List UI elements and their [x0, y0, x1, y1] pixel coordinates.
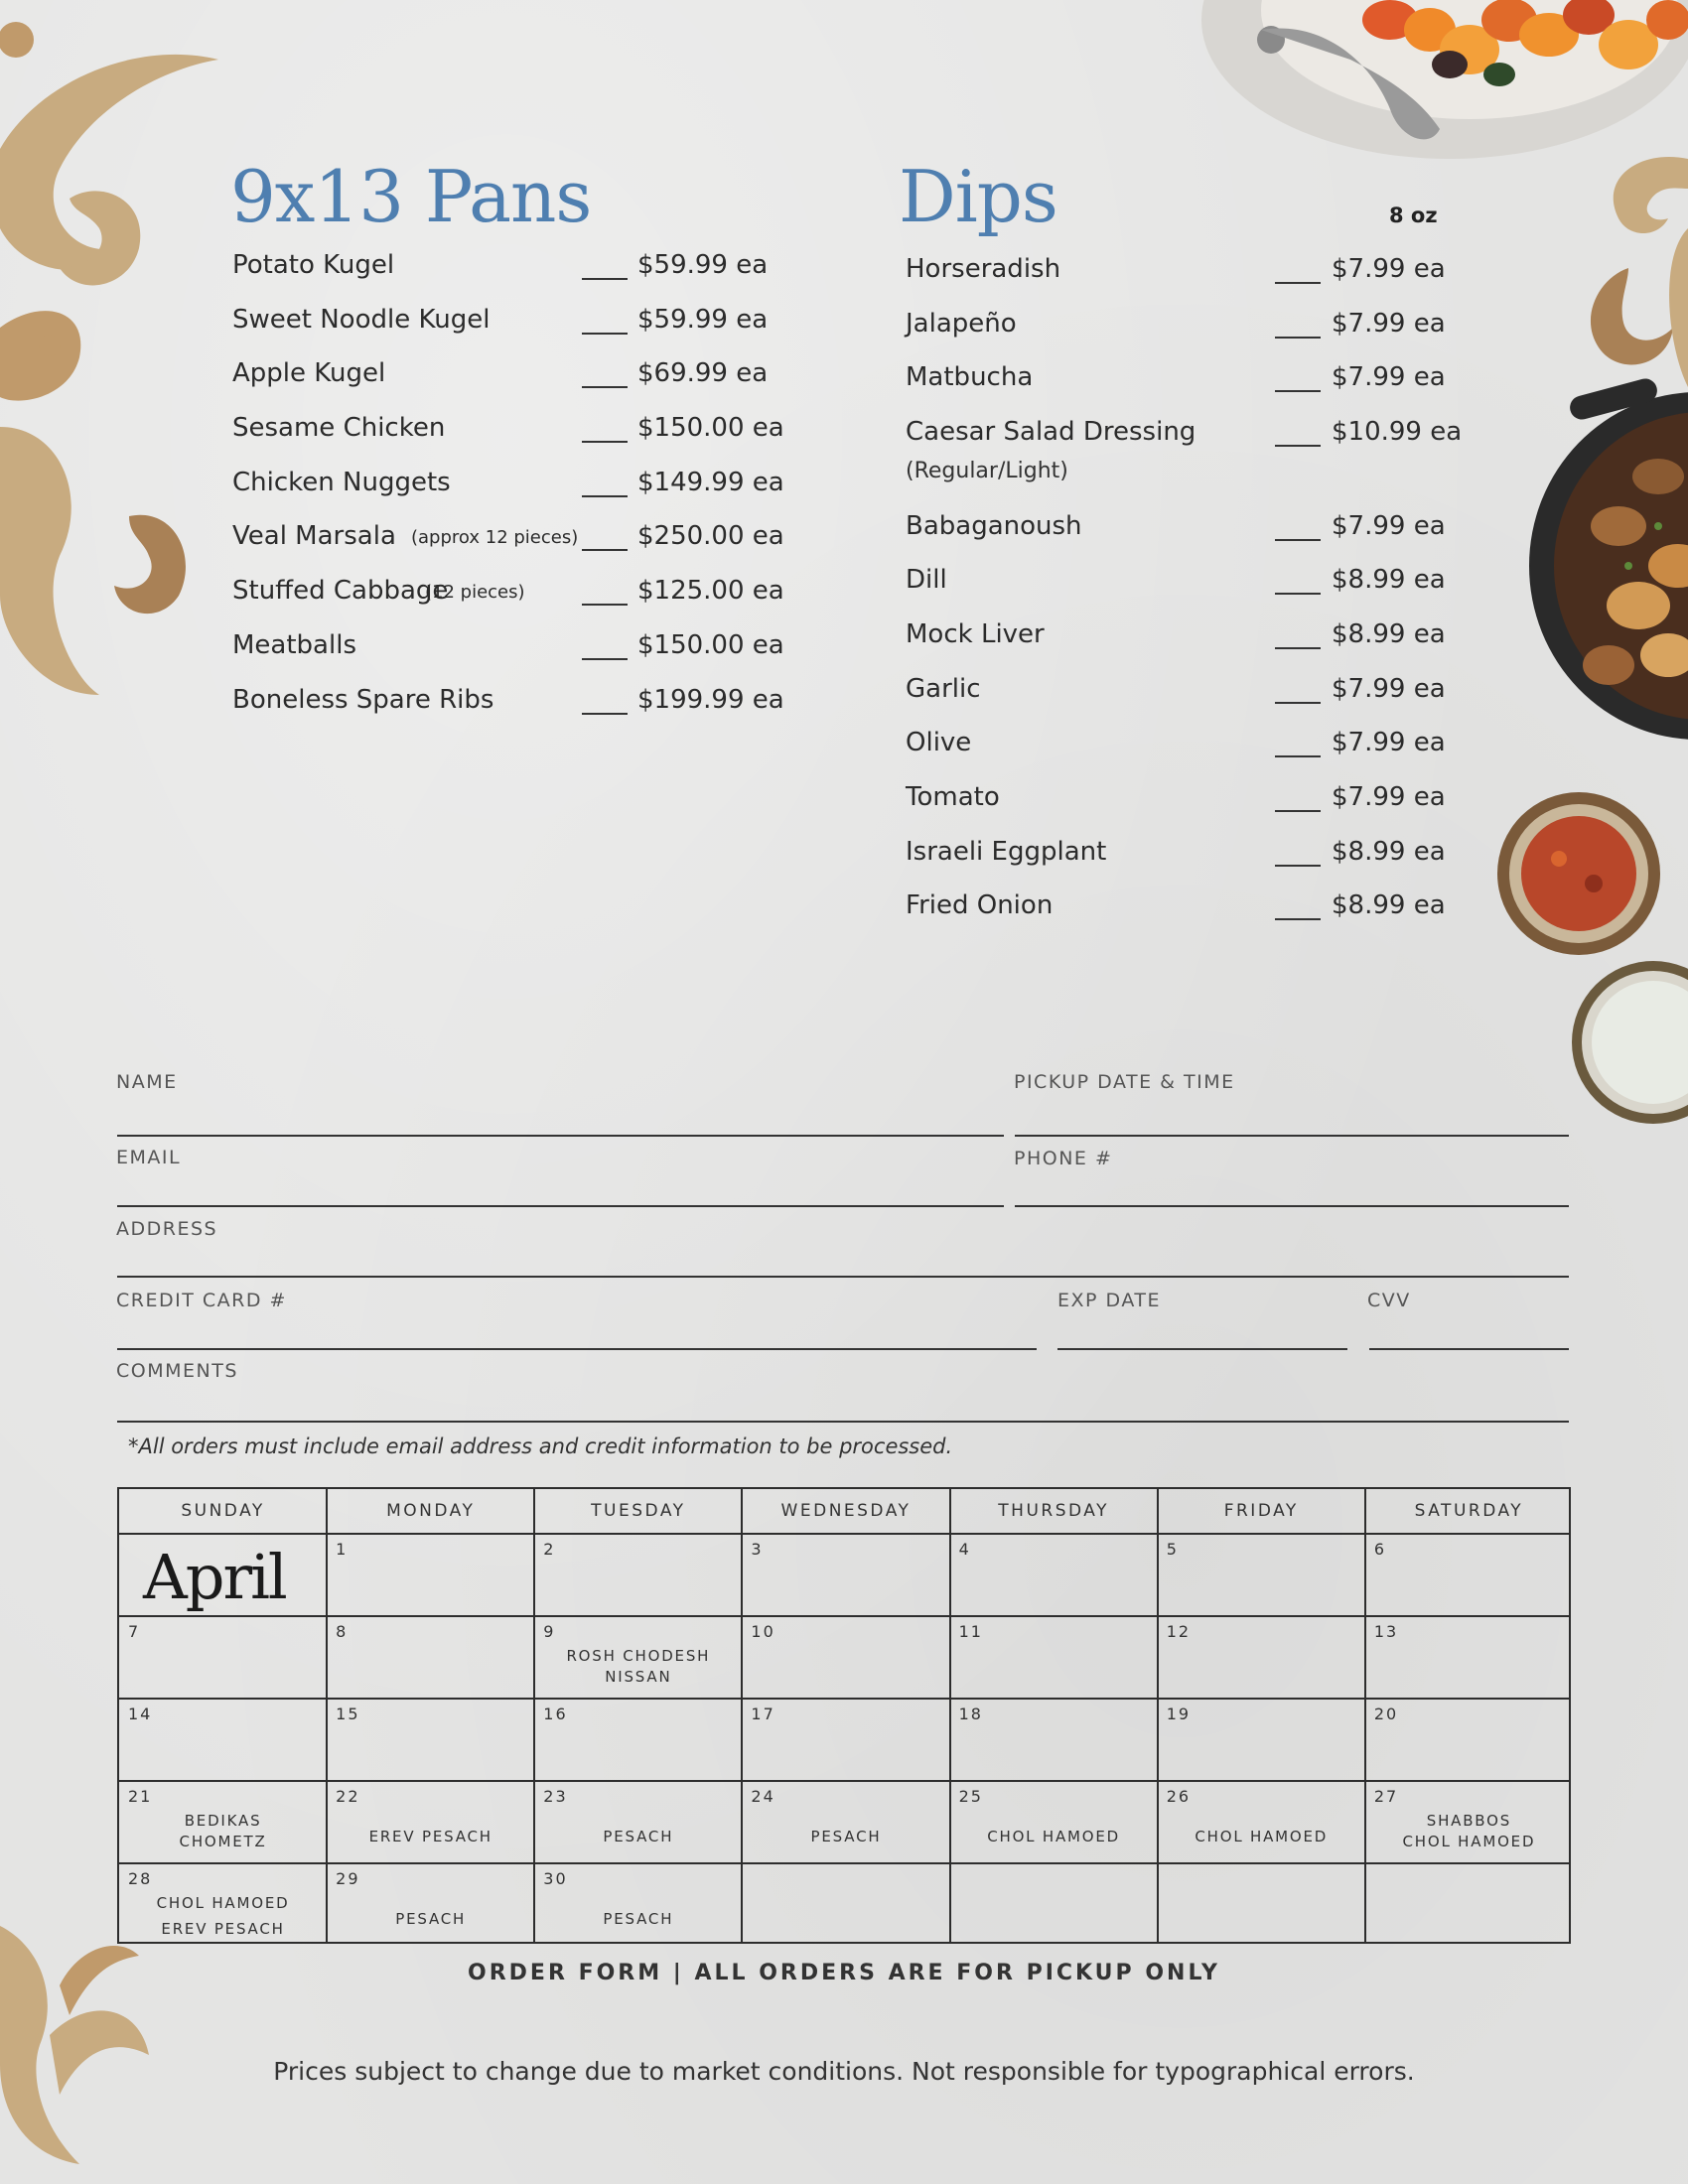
dip-item-name: Fried Onion: [906, 890, 1054, 920]
pan-item-price: $150.00 ea: [637, 630, 784, 660]
calendar-day-cell[interactable]: [327, 1699, 534, 1781]
pickup-calendar: [117, 1487, 1571, 1944]
calendar-day-cell[interactable]: [742, 1781, 949, 1863]
dip-item-price: $7.99 ea: [1332, 782, 1446, 812]
calendar-day-cell[interactable]: [327, 1616, 534, 1699]
order-disclaimer: *All orders must include email address and credit information to be processed.: [128, 1434, 953, 1458]
calendar-day-cell[interactable]: [742, 1534, 949, 1616]
pans-heading: 9x13 Pans: [230, 155, 592, 238]
calendar-event: ROSH CHODESH: [566, 1647, 711, 1665]
calendar-date-number: 25: [958, 1787, 983, 1806]
calendar-day-cell[interactable]: [1158, 1699, 1365, 1781]
calendar-event: PESACH: [603, 1910, 674, 1928]
calendar-event: NISSAN: [605, 1668, 672, 1686]
dips-size-label: 8 oz: [1389, 204, 1438, 227]
calendar-event: BEDIKAS: [184, 1812, 262, 1830]
name-field[interactable]: [117, 1135, 1004, 1137]
calendar-date-number: 5: [1166, 1540, 1179, 1559]
phone-label: PHONE #: [1014, 1148, 1113, 1169]
calendar-date-number: 6: [1373, 1540, 1387, 1559]
pan-item: [232, 630, 828, 670]
cvv-field[interactable]: [1369, 1348, 1569, 1350]
dip-item: [906, 837, 1462, 877]
dip-item: [906, 309, 1462, 348]
dip-item-name: Dill: [906, 565, 947, 595]
pan-item-price: $150.00 ea: [637, 413, 784, 443]
calendar-day-cell[interactable]: [327, 1863, 534, 1946]
dip-item-name: Mock Liver: [906, 619, 1045, 649]
email-field[interactable]: [117, 1205, 1004, 1207]
cvv-label: CVV: [1367, 1290, 1411, 1311]
calendar-date-number: 4: [958, 1540, 971, 1559]
calendar-event: CHOL HAMOED: [156, 1894, 290, 1912]
dip-item-name: Olive: [906, 728, 972, 757]
calendar-date-number: 7: [128, 1622, 141, 1641]
pickup-field[interactable]: [1015, 1135, 1569, 1137]
calendar-date-number: 23: [543, 1787, 568, 1806]
calendar-day-cell[interactable]: [1365, 1863, 1573, 1946]
calendar-date-number: 8: [336, 1622, 349, 1641]
calendar-event: EREV PESACH: [368, 1828, 492, 1845]
pan-item-name: Sesame Chicken: [232, 413, 446, 443]
calendar-day-cell[interactable]: [534, 1534, 742, 1616]
pan-item: [232, 305, 828, 344]
calendar-event: PESACH: [395, 1910, 467, 1928]
calendar-day-cell[interactable]: [327, 1534, 534, 1616]
calendar-event: CHOMETZ: [179, 1833, 267, 1850]
swirl-ornament-top-left: [0, 0, 238, 715]
dip-item-price: $8.99 ea: [1332, 837, 1446, 867]
pan-item-name: Boneless Spare Ribs: [232, 685, 494, 715]
calendar-day-header: TUESDAY: [591, 1501, 686, 1521]
comments-field[interactable]: [117, 1421, 1569, 1423]
pan-item-price: $149.99 ea: [637, 468, 784, 497]
pan-item: [232, 685, 828, 725]
dip-item-name: Caesar Salad Dressing: [906, 417, 1196, 447]
calendar-day-cell[interactable]: [1365, 1616, 1573, 1699]
pan-item-price: $250.00 ea: [637, 521, 784, 551]
dip-item: [906, 782, 1462, 822]
dip-item-price: $7.99 ea: [1332, 309, 1446, 339]
calendar-event: CHOL HAMOED: [987, 1828, 1121, 1845]
dip-item-price: $8.99 ea: [1332, 619, 1446, 649]
dip-item: [906, 674, 1462, 714]
dip-item-price: $8.99 ea: [1332, 890, 1446, 920]
calendar-day-cell[interactable]: [950, 1616, 1158, 1699]
calendar-date-number: 27: [1373, 1787, 1399, 1806]
comments-label: COMMENTS: [116, 1360, 238, 1382]
dip-quantity-field[interactable]: [1275, 810, 1321, 812]
pan-item-name: Meatballs: [232, 630, 356, 660]
prices-disclaimer: Prices subject to change due to market conditions. Not responsible for typographical errors.: [273, 2057, 1415, 2086]
calendar-date-number: 26: [1166, 1787, 1192, 1806]
pan-item-name: Chicken Nuggets: [232, 468, 451, 497]
roasted-vegetables-plate-image: [1092, 0, 1688, 169]
pan-quantity-field[interactable]: [582, 549, 628, 551]
dip-item-name: Matbucha: [906, 362, 1034, 392]
caesar-dressing-note: (Regular/Light): [906, 459, 1068, 483]
dip-bowl-image: [1569, 958, 1688, 1127]
calendar-day-cell[interactable]: [1365, 1534, 1573, 1616]
dip-item-price: $7.99 ea: [1332, 511, 1446, 541]
dip-quantity-field[interactable]: [1275, 390, 1321, 392]
calendar-date-number: 9: [543, 1622, 556, 1641]
pan-quantity-field[interactable]: [582, 333, 628, 335]
calendar-day-cell[interactable]: [742, 1616, 949, 1699]
pan-item-note: (12 pieces): [425, 582, 525, 603]
calendar-month: April: [143, 1541, 286, 1613]
pan-item-price: $199.99 ea: [637, 685, 784, 715]
pan-item: [232, 358, 828, 398]
dip-quantity-field[interactable]: [1275, 755, 1321, 757]
phone-field[interactable]: [1015, 1205, 1569, 1207]
calendar-date-number: 29: [336, 1869, 360, 1888]
calendar-day-cell[interactable]: [1158, 1616, 1365, 1699]
credit-card-label: CREDIT CARD #: [116, 1290, 287, 1311]
dip-item-price: $7.99 ea: [1332, 728, 1446, 757]
pan-quantity-field[interactable]: [582, 604, 628, 606]
dip-item-name: Israeli Eggplant: [906, 837, 1107, 867]
calendar-date-number: 16: [543, 1705, 568, 1723]
calendar-date-number: 20: [1373, 1705, 1399, 1723]
dip-quantity-field[interactable]: [1275, 702, 1321, 704]
calendar-date-number: 19: [1166, 1705, 1192, 1723]
calendar-date-number: 1: [336, 1540, 349, 1559]
pan-item: [232, 521, 828, 561]
calendar-day-cell[interactable]: [534, 1781, 742, 1863]
exp-date-label: EXP DATE: [1057, 1290, 1161, 1311]
dip-item-name: Jalapeño: [906, 309, 1017, 339]
calendar-day-cell[interactable]: [742, 1699, 949, 1781]
calendar-event: CHOL HAMOED: [1402, 1833, 1536, 1850]
calendar-date-number: 10: [751, 1622, 775, 1641]
dip-item: [906, 254, 1462, 294]
pan-item: [232, 413, 828, 453]
dip-item-price: $8.99 ea: [1332, 565, 1446, 595]
credit-card-field[interactable]: [117, 1348, 1037, 1350]
swirl-ornament-top-right: [1559, 149, 1688, 387]
dip-item: [906, 619, 1462, 659]
name-label: NAME: [116, 1071, 178, 1093]
pan-quantity-field[interactable]: [582, 713, 628, 715]
calendar-day-header: THURSDAY: [998, 1501, 1109, 1521]
salsa-bowl-image: [1489, 789, 1668, 958]
calendar-day-cell[interactable]: [950, 1863, 1158, 1946]
dip-quantity-field[interactable]: [1275, 865, 1321, 867]
pan-item-price: $69.99 ea: [637, 358, 769, 388]
order-form-title: ORDER FORM | ALL ORDERS ARE FOR PICKUP ONLY: [468, 1961, 1220, 1985]
calendar-day-header: WEDNESDAY: [780, 1501, 912, 1521]
swirl-ornament-bottom-left: [0, 1906, 159, 2184]
calendar-day-cell[interactable]: [534, 1863, 742, 1946]
pan-item-note: (approx 12 pieces): [411, 527, 579, 548]
pan-item: [232, 468, 828, 507]
calendar-day-cell[interactable]: [1158, 1781, 1365, 1863]
pan-item-name: Stuffed Cabbage: [232, 576, 449, 606]
pan-quantity-field[interactable]: [582, 278, 628, 280]
pan-item-name: Sweet Noodle Kugel: [232, 305, 491, 335]
calendar-day-cell[interactable]: [742, 1863, 949, 1946]
calendar-day-header: SUNDAY: [181, 1501, 265, 1521]
calendar-date-number: 3: [751, 1540, 764, 1559]
dip-item: [906, 417, 1462, 457]
calendar-date-number: 12: [1166, 1622, 1192, 1641]
calendar-date-number: 14: [128, 1705, 153, 1723]
pan-item-price: $59.99 ea: [637, 305, 769, 335]
calendar-event: SHABBOS: [1426, 1812, 1512, 1830]
calendar-day-header: SATURDAY: [1414, 1501, 1524, 1521]
calendar-event: EREV PESACH: [161, 1920, 285, 1938]
address-field[interactable]: [117, 1276, 1569, 1278]
dip-item: [906, 890, 1462, 930]
calendar-date-number: 24: [751, 1787, 775, 1806]
dip-quantity-field[interactable]: [1275, 337, 1321, 339]
calendar-date-number: 15: [336, 1705, 360, 1723]
dip-item: [906, 362, 1462, 402]
pan-item: [232, 576, 828, 615]
dip-item: [906, 565, 1462, 605]
dip-item-price: $7.99 ea: [1332, 362, 1446, 392]
dip-item-price: $7.99 ea: [1332, 254, 1446, 284]
calendar-day-header: FRIDAY: [1223, 1501, 1299, 1521]
calendar-date-number: 17: [751, 1705, 775, 1723]
calendar-date-number: 22: [336, 1787, 360, 1806]
calendar-day-cell[interactable]: [534, 1699, 742, 1781]
calendar-date-number: 18: [958, 1705, 983, 1723]
dip-quantity-field[interactable]: [1275, 647, 1321, 649]
pan-item-name: Apple Kugel: [232, 358, 386, 388]
calendar-day-cell[interactable]: [1365, 1781, 1573, 1863]
dip-item-name: Garlic: [906, 674, 981, 704]
pan-quantity-field[interactable]: [582, 441, 628, 443]
dip-item-price: $10.99 ea: [1332, 417, 1463, 447]
calendar-event: PESACH: [810, 1828, 882, 1845]
pan-item-name: Veal Marsala: [232, 521, 396, 551]
dip-quantity-field[interactable]: [1275, 593, 1321, 595]
calendar-date-number: 2: [543, 1540, 556, 1559]
calendar-day-cell[interactable]: [534, 1616, 742, 1699]
dip-item-price: $7.99 ea: [1332, 674, 1446, 704]
calendar-day-cell[interactable]: [327, 1781, 534, 1863]
dip-quantity-field[interactable]: [1275, 918, 1321, 920]
address-label: ADDRESS: [116, 1218, 218, 1240]
dip-quantity-field[interactable]: [1275, 539, 1321, 541]
calendar-day-cell[interactable]: [119, 1699, 327, 1781]
pan-item-price: $59.99 ea: [637, 250, 769, 280]
dip-quantity-field[interactable]: [1275, 282, 1321, 284]
pan-item-price: $125.00 ea: [637, 576, 784, 606]
email-label: EMAIL: [116, 1147, 182, 1168]
pan-quantity-field[interactable]: [582, 386, 628, 388]
dip-item-name: Tomato: [906, 782, 1000, 812]
dip-item-name: Babaganoush: [906, 511, 1082, 541]
exp-date-field[interactable]: [1057, 1348, 1347, 1350]
calendar-day-cell[interactable]: [950, 1534, 1158, 1616]
pan-item-name: Potato Kugel: [232, 250, 395, 280]
dip-item-name: Horseradish: [906, 254, 1061, 284]
dip-quantity-field[interactable]: [1275, 445, 1321, 447]
calendar-day-header: MONDAY: [386, 1501, 476, 1521]
dip-item: [906, 728, 1462, 767]
calendar-day-cell[interactable]: [1158, 1534, 1365, 1616]
calendar-date-number: 28: [128, 1869, 153, 1888]
calendar-date-number: 13: [1373, 1622, 1399, 1641]
calendar-event: CHOL HAMOED: [1195, 1828, 1329, 1845]
pan-item: [232, 250, 828, 290]
calendar-event: PESACH: [603, 1828, 674, 1845]
calendar-day-cell[interactable]: [119, 1863, 327, 1946]
pan-quantity-field[interactable]: [582, 658, 628, 660]
calendar-day-cell[interactable]: [119, 1781, 327, 1863]
pan-quantity-field[interactable]: [582, 495, 628, 497]
pickup-label: PICKUP DATE & TIME: [1014, 1071, 1235, 1093]
chicken-mushroom-pan-image: [1509, 367, 1688, 804]
calendar-day-cell[interactable]: [950, 1699, 1158, 1781]
calendar-day-cell[interactable]: [1158, 1863, 1365, 1946]
calendar-date-number: 30: [543, 1869, 568, 1888]
calendar-day-cell[interactable]: [1365, 1699, 1573, 1781]
calendar-date-number: 21: [128, 1787, 153, 1806]
calendar-day-cell[interactable]: [950, 1781, 1158, 1863]
dip-item: [906, 511, 1462, 551]
calendar-day-cell[interactable]: [119, 1616, 327, 1699]
dips-heading: Dips: [899, 155, 1057, 238]
calendar-date-number: 11: [958, 1622, 983, 1641]
